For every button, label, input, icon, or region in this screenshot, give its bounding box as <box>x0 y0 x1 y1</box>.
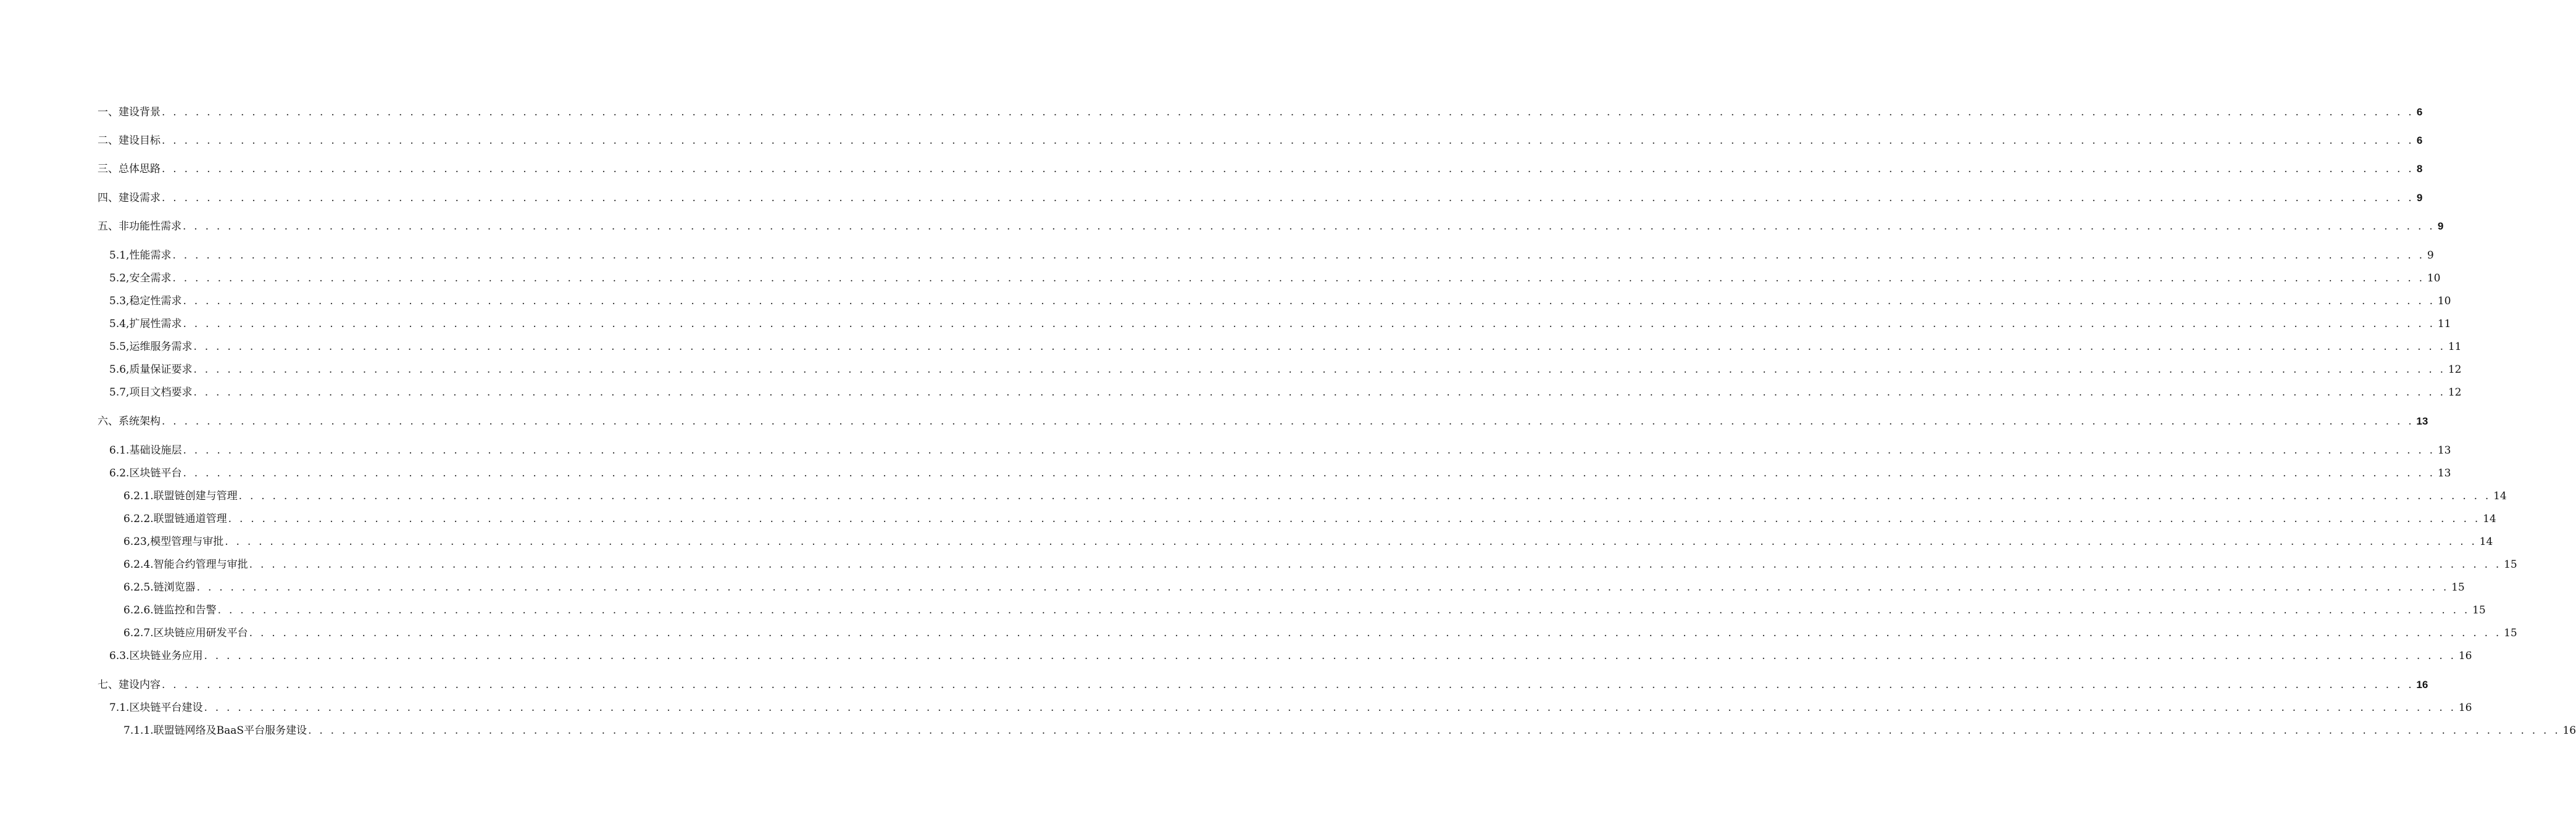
dot-leader: . . . . . . . . . . . . . . . . . . . . . . . . . . . . . . . . . . . . . . . . . . . . . . . . . . . . . . . . . . . . . . . . . . . . . . . . . . . . . . . . . . . . . . . . . . . . . . . . . . . . . . . . . . . . . . . . . . . . . . . . . . . . . . . . . . . . . . . . . . . . . . . . . . . . . . . . . . . . . . . . . . . . . . . . . . . . . . . . . . . . . . . . . . . . . . . . . . . . . . . . <box>183 318 2435 330</box>
toc-entry-page: 13 <box>2437 467 2451 479</box>
toc-entry-number: 6.2.4. <box>123 558 154 571</box>
toc-entry-page: 14 <box>2493 490 2507 502</box>
toc-entry[interactable] <box>109 294 2451 309</box>
dot-leader: . . . . . . . . . . . . . . . . . . . . . . . . . . . . . . . . . . . . . . . . . . . . . . . . . . . . . . . . . . . . . . . . . . . . . . . . . . . . . . . . . . . . . . . . . . . . . . . . . . . . . . . . . . . . . . . . . . . . . . . . . . . . . . . . . . . . . . . . . . . . . . . . . . . . . . . . . . . . . . . . . . . . . . . . . . . . . . . . . . . . . . . . . . . . . . . . . . . . . . . . <box>183 467 2435 479</box>
dot-leader: . . . . . . . . . . . . . . . . . . . . . . . . . . . . . . . . . . . . . . . . . . . . . . . . . . . . . . . . . . . . . . . . . . . . . . . . . . . . . . . . . . . . . . . . . . . . . . . . . . . . . . . . . . . . . . . . . . . . . . . . . . . . . . . . . . . . . . . . . . . . . . . . . . . . . . . . . . . . . . . . . . . . . . . . . . . . . . . . . . . . . . . . . . . . . . . . . . . . . . . . <box>183 220 2435 233</box>
toc-entry-page: 16 <box>2562 724 2576 737</box>
toc-entry-page: 16 <box>2416 679 2428 691</box>
toc-entry[interactable] <box>109 339 2462 354</box>
toc-entry-number: 六、 <box>98 415 119 428</box>
toc-entry-page: 9 <box>2416 192 2423 204</box>
toc-entry-title: 扩展性需求 <box>129 318 182 330</box>
toc-entry-page: 16 <box>2458 702 2472 714</box>
toc-entry-title: 建设需求 <box>119 192 160 204</box>
toc-entry[interactable] <box>98 678 2428 692</box>
toc-entry[interactable] <box>109 466 2451 481</box>
toc-entry-number: 5.4, <box>109 318 130 330</box>
toc-entry-page: 11 <box>2448 341 2462 353</box>
toc-entry-page: 15 <box>2451 581 2465 594</box>
toc-entry-title: 基础设施层 <box>129 444 182 457</box>
toc-entry-page: 6 <box>2416 106 2423 118</box>
toc-entry-number: 6.3. <box>109 650 130 662</box>
toc-entry-title: 联盟链创建与管理 <box>153 490 238 502</box>
toc-entry-page: 12 <box>2448 363 2462 376</box>
toc-entry-number: 6.2.6. <box>123 604 154 616</box>
toc-entry[interactable] <box>109 385 2462 400</box>
toc-entry-title: 建设背景 <box>119 106 160 118</box>
toc-entry-number: 5.3, <box>109 295 130 307</box>
toc-entry-number: 四、 <box>98 192 119 204</box>
toc-entry-number: 5.2, <box>109 272 130 284</box>
toc-entry-page: 9 <box>2427 249 2434 262</box>
toc-entry-title: 区块链平台 <box>129 467 182 479</box>
dot-leader: . . . . . . . . . . . . . . . . . . . . . . . . . . . . . . . . . . . . . . . . . . . . . . . . . . . . . . . . . . . . . . . . . . . . . . . . . . . . . . . . . . . . . . . . . . . . . . . . . . . . . . . . . . . . . . . . . . . . . . . . . . . . . . . . . . . . . . . . . . . . . . . . . . . . . . . . . . . . . . . . . . . . . . . . . . . . . . . . . . . . . . . . . . . . . . . . . . . . . . . . <box>249 627 2502 639</box>
toc-entry-number: 三、 <box>98 163 119 175</box>
dot-leader: . . . . . . . . . . . . . . . . . . . . . . . . . . . . . . . . . . . . . . . . . . . . . . . . . . . . . . . . . . . . . . . . . . . . . . . . . . . . . . . . . . . . . . . . . . . . . . . . . . . . . . . . . . . . . . . . . . . . . . . . . . . . . . . . . . . . . . . . . . . . . . . . . . . . . . . . . . . . . . . . . . . . . . . . . . . . . . . . . . . . . . . . . . . . . . . . . . . . . . . . <box>183 444 2435 457</box>
dot-leader: . . . . . . . . . . . . . . . . . . . . . . . . . . . . . . . . . . . . . . . . . . . . . . . . . . . . . . . . . . . . . . . . . . . . . . . . . . . . . . . . . . . . . . . . . . . . . . . . . . . . . . . . . . . . . . . . . . . . . . . . . . . . . . . . . . . . . . . . . . . . . . . . . . . . . . . . . . . . . . . . . . . . . . . . . . . . . . . . . . . . . . . . . . . . . . . . . . . . . . . . <box>193 341 2446 353</box>
dot-leader: . . . . . . . . . . . . . . . . . . . . . . . . . . . . . . . . . . . . . . . . . . . . . . . . . . . . . . . . . . . . . . . . . . . . . . . . . . . . . . . . . . . . . . . . . . . . . . . . . . . . . . . . . . . . . . . . . . . . . . . . . . . . . . . . . . . . . . . . . . . . . . . . . . . . . . . . . . . . . . . . . . . . . . . . . . . . . . . . . . . . . . . . . . . . . . . . . . . . . . . . <box>225 536 2477 548</box>
toc-entry-title: 质量保证要求 <box>129 363 193 376</box>
toc-entry-title: 建设内容 <box>119 679 160 691</box>
toc-entry-number: 6.1. <box>109 444 130 457</box>
toc-entry-number: 5.5, <box>109 341 130 353</box>
toc-entry[interactable] <box>123 557 2517 572</box>
toc-entry-title: 联盟链通道管理 <box>153 513 227 525</box>
toc-entry[interactable] <box>123 534 2493 549</box>
toc-entry-title: 总体思路 <box>119 163 160 175</box>
toc-entry-title: 非功能性需求 <box>119 220 181 233</box>
toc-entry-number: 6.2.1. <box>123 490 154 502</box>
toc-entry-number: 6.2.2. <box>123 513 154 525</box>
toc-entry-page: 9 <box>2437 220 2444 232</box>
toc-entry-number: 5.1, <box>109 249 130 262</box>
dot-leader: . . . . . . . . . . . . . . . . . . . . . . . . . . . . . . . . . . . . . . . . . . . . . . . . . . . . . . . . . . . . . . . . . . . . . . . . . . . . . . . . . . . . . . . . . . . . . . . . . . . . . . . . . . . . . . . . . . . . . . . . . . . . . . . . . . . . . . . . . . . . . . . . . . . . . . . . . . . . . . . . . . . . . . . . . . . . . . . . . . . . . . . . . . . . . . . . . . . . . . . . <box>172 249 2425 262</box>
toc-entry-number: 6.2. <box>109 467 130 479</box>
toc-entry-page: 14 <box>2479 536 2493 548</box>
toc-entry-number: 二、 <box>98 135 119 147</box>
toc-entry[interactable] <box>109 443 2451 458</box>
toc-entry[interactable] <box>123 626 2517 641</box>
toc-entry[interactable] <box>109 317 2451 331</box>
toc-entry-title: 智能合约管理与审批 <box>153 558 248 571</box>
toc-entry-number: 七、 <box>98 679 119 691</box>
toc-entry-number: 五、 <box>98 220 119 233</box>
toc-entry[interactable] <box>98 414 2428 429</box>
dot-leader: . . . . . . . . . . . . . . . . . . . . . . . . . . . . . . . . . . . . . . . . . . . . . . . . . . . . . . . . . . . . . . . . . . . . . . . . . . . . . . . . . . . . . . . . . . . . . . . . . . . . . . . . . . . . . . . . . . . . . . . . . . . . . . . . . . . . . . . . . . . . . . . . . . . . . . . . . . . . . . . . . . . . . . . . . . . . . . . . . . . . . . . . . . . . . . . . . . . . . . . . <box>193 363 2446 376</box>
dot-leader: . . . . . . . . . . . . . . . . . . . . . . . . . . . . . . . . . . . . . . . . . . . . . . . . . . . . . . . . . . . . . . . . . . . . . . . . . . . . . . . . . . . . . . . . . . . . . . . . . . . . . . . . . . . . . . . . . . . . . . . . . . . . . . . . . . . . . . . . . . . . . . . . . . . . . . . . . . . . . . . . . . . . . . . . . . . . . . . . . . . . . . . . . . . . . . . . . . . . . . . . <box>308 724 2561 737</box>
toc-entry[interactable] <box>98 133 2423 148</box>
toc-entry-title: 运维服务需求 <box>129 341 193 353</box>
toc-entry-title: 项目文档要求 <box>129 386 193 399</box>
toc-entry[interactable] <box>109 362 2462 377</box>
toc-entry-page: 10 <box>2437 295 2451 307</box>
toc-entry[interactable] <box>123 580 2465 595</box>
toc-entry[interactable] <box>109 248 2434 263</box>
toc-entry-title: 区块链业务应用 <box>129 650 203 662</box>
toc-entry-number: 5.6, <box>109 363 130 376</box>
toc-entry-title: 系统架构 <box>119 415 160 428</box>
toc-entry[interactable] <box>123 512 2496 526</box>
toc-entry-title: 区块链平台建设 <box>129 702 203 714</box>
dot-leader: . . . . . . . . . . . . . . . . . . . . . . . . . . . . . . . . . . . . . . . . . . . . . . . . . . . . . . . . . . . . . . . . . . . . . . . . . . . . . . . . . . . . . . . . . . . . . . . . . . . . . . . . . . . . . . . . . . . . . . . . . . . . . . . . . . . . . . . . . . . . . . . . . . . . . . . . . . . . . . . . . . . . . . . . . . . . . . . . . . . . . . . . . . . . . . . . . . . . . . . . <box>162 679 2414 691</box>
toc-entry-page: 12 <box>2448 386 2462 399</box>
toc-entry[interactable] <box>98 105 2423 120</box>
toc-entry-number: 7.1.1. <box>123 724 154 737</box>
toc-entry[interactable] <box>109 649 2472 663</box>
dot-leader: . . . . . . . . . . . . . . . . . . . . . . . . . . . . . . . . . . . . . . . . . . . . . . . . . . . . . . . . . . . . . . . . . . . . . . . . . . . . . . . . . . . . . . . . . . . . . . . . . . . . . . . . . . . . . . . . . . . . . . . . . . . . . . . . . . . . . . . . . . . . . . . . . . . . . . . . . . . . . . . . . . . . . . . . . . . . . . . . . . . . . . . . . . . . . . . . . . . . . . . . <box>193 386 2446 399</box>
dot-leader: . . . . . . . . . . . . . . . . . . . . . . . . . . . . . . . . . . . . . . . . . . . . . . . . . . . . . . . . . . . . . . . . . . . . . . . . . . . . . . . . . . . . . . . . . . . . . . . . . . . . . . . . . . . . . . . . . . . . . . . . . . . . . . . . . . . . . . . . . . . . . . . . . . . . . . . . . . . . . . . . . . . . . . . . . . . . . . . . . . . . . . . . . . . . . . . . . . . . . . . . <box>204 650 2456 662</box>
toc-entry-page: 13 <box>2416 415 2428 427</box>
toc-entry[interactable] <box>109 700 2472 715</box>
toc-entry-title: 安全需求 <box>129 272 172 284</box>
toc-entry[interactable] <box>109 271 2441 286</box>
dot-leader: . . . . . . . . . . . . . . . . . . . . . . . . . . . . . . . . . . . . . . . . . . . . . . . . . . . . . . . . . . . . . . . . . . . . . . . . . . . . . . . . . . . . . . . . . . . . . . . . . . . . . . . . . . . . . . . . . . . . . . . . . . . . . . . . . . . . . . . . . . . . . . . . . . . . . . . . . . . . . . . . . . . . . . . . . . . . . . . . . . . . . . . . . . . . . . . . . . . . . . . . <box>162 163 2414 175</box>
toc-entry[interactable] <box>98 162 2423 176</box>
toc-entry-page: 10 <box>2427 272 2441 284</box>
toc-entry-number: 5.7, <box>109 386 130 399</box>
toc-entry[interactable] <box>123 489 2507 504</box>
toc-entry-title: 联盟链网络及BaaS平台服务建设 <box>153 724 307 737</box>
toc-entry-page: 15 <box>2504 627 2517 639</box>
dot-leader: . . . . . . . . . . . . . . . . . . . . . . . . . . . . . . . . . . . . . . . . . . . . . . . . . . . . . . . . . . . . . . . . . . . . . . . . . . . . . . . . . . . . . . . . . . . . . . . . . . . . . . . . . . . . . . . . . . . . . . . . . . . . . . . . . . . . . . . . . . . . . . . . . . . . . . . . . . . . . . . . . . . . . . . . . . . . . . . . . . . . . . . . . . . . . . . . . . . . . . . . <box>162 192 2414 204</box>
toc-entry-page: 11 <box>2437 318 2451 330</box>
toc-entry-page: 13 <box>2437 444 2451 457</box>
toc-entry[interactable] <box>98 219 2444 234</box>
dot-leader: . . . . . . . . . . . . . . . . . . . . . . . . . . . . . . . . . . . . . . . . . . . . . . . . . . . . . . . . . . . . . . . . . . . . . . . . . . . . . . . . . . . . . . . . . . . . . . . . . . . . . . . . . . . . . . . . . . . . . . . . . . . . . . . . . . . . . . . . . . . . . . . . . . . . . . . . . . . . . . . . . . . . . . . . . . . . . . . . . . . . . . . . . . . . . . . . . . . . . . . . <box>172 272 2425 284</box>
toc-entry-title: 区块链应用研发平台 <box>153 627 248 639</box>
dot-leader: . . . . . . . . . . . . . . . . . . . . . . . . . . . . . . . . . . . . . . . . . . . . . . . . . . . . . . . . . . . . . . . . . . . . . . . . . . . . . . . . . . . . . . . . . . . . . . . . . . . . . . . . . . . . . . . . . . . . . . . . . . . . . . . . . . . . . . . . . . . . . . . . . . . . . . . . . . . . . . . . . . . . . . . . . . . . . . . . . . . . . . . . . . . . . . . . . . . . . . . . <box>228 513 2481 525</box>
dot-leader: . . . . . . . . . . . . . . . . . . . . . . . . . . . . . . . . . . . . . . . . . . . . . . . . . . . . . . . . . . . . . . . . . . . . . . . . . . . . . . . . . . . . . . . . . . . . . . . . . . . . . . . . . . . . . . . . . . . . . . . . . . . . . . . . . . . . . . . . . . . . . . . . . . . . . . . . . . . . . . . . . . . . . . . . . . . . . . . . . . . . . . . . . . . . . . . . . . . . . . . . <box>217 604 2470 616</box>
toc-entry-page: 15 <box>2504 558 2517 571</box>
toc-entry[interactable] <box>123 603 2486 618</box>
dot-leader: . . . . . . . . . . . . . . . . . . . . . . . . . . . . . . . . . . . . . . . . . . . . . . . . . . . . . . . . . . . . . . . . . . . . . . . . . . . . . . . . . . . . . . . . . . . . . . . . . . . . . . . . . . . . . . . . . . . . . . . . . . . . . . . . . . . . . . . . . . . . . . . . . . . . . . . . . . . . . . . . . . . . . . . . . . . . . . . . . . . . . . . . . . . . . . . . . . . . . . . . <box>162 106 2414 118</box>
toc-entry-page: 6 <box>2416 135 2423 146</box>
dot-leader: . . . . . . . . . . . . . . . . . . . . . . . . . . . . . . . . . . . . . . . . . . . . . . . . . . . . . . . . . . . . . . . . . . . . . . . . . . . . . . . . . . . . . . . . . . . . . . . . . . . . . . . . . . . . . . . . . . . . . . . . . . . . . . . . . . . . . . . . . . . . . . . . . . . . . . . . . . . . . . . . . . . . . . . . . . . . . . . . . . . . . . . . . . . . . . . . . . . . . . . . <box>238 490 2491 502</box>
dot-leader: . . . . . . . . . . . . . . . . . . . . . . . . . . . . . . . . . . . . . . . . . . . . . . . . . . . . . . . . . . . . . . . . . . . . . . . . . . . . . . . . . . . . . . . . . . . . . . . . . . . . . . . . . . . . . . . . . . . . . . . . . . . . . . . . . . . . . . . . . . . . . . . . . . . . . . . . . . . . . . . . . . . . . . . . . . . . . . . . . . . . . . . . . . . . . . . . . . . . . . . . <box>183 295 2435 307</box>
toc-entry[interactable] <box>98 191 2423 205</box>
toc-entry-title: 链监控和告警 <box>153 604 217 616</box>
toc-entry-title: 性能需求 <box>129 249 172 262</box>
toc-entry[interactable] <box>123 723 2576 738</box>
toc-entry-page: 16 <box>2458 650 2472 662</box>
dot-leader: . . . . . . . . . . . . . . . . . . . . . . . . . . . . . . . . . . . . . . . . . . . . . . . . . . . . . . . . . . . . . . . . . . . . . . . . . . . . . . . . . . . . . . . . . . . . . . . . . . . . . . . . . . . . . . . . . . . . . . . . . . . . . . . . . . . . . . . . . . . . . . . . . . . . . . . . . . . . . . . . . . . . . . . . . . . . . . . . . . . . . . . . . . . . . . . . . . . . . . . . <box>249 558 2502 571</box>
dot-leader: . . . . . . . . . . . . . . . . . . . . . . . . . . . . . . . . . . . . . . . . . . . . . . . . . . . . . . . . . . . . . . . . . . . . . . . . . . . . . . . . . . . . . . . . . . . . . . . . . . . . . . . . . . . . . . . . . . . . . . . . . . . . . . . . . . . . . . . . . . . . . . . . . . . . . . . . . . . . . . . . . . . . . . . . . . . . . . . . . . . . . . . . . . . . . . . . . . . . . . . . <box>162 415 2414 428</box>
dot-leader: . . . . . . . . . . . . . . . . . . . . . . . . . . . . . . . . . . . . . . . . . . . . . . . . . . . . . . . . . . . . . . . . . . . . . . . . . . . . . . . . . . . . . . . . . . . . . . . . . . . . . . . . . . . . . . . . . . . . . . . . . . . . . . . . . . . . . . . . . . . . . . . . . . . . . . . . . . . . . . . . . . . . . . . . . . . . . . . . . . . . . . . . . . . . . . . . . . . . . . . . <box>162 135 2414 147</box>
toc-entry-title: 建设目标 <box>119 135 160 147</box>
toc-entry-number: 一、 <box>98 106 119 118</box>
toc-entry-page: 15 <box>2472 604 2486 616</box>
toc-entry-number: 6.2.7. <box>123 627 154 639</box>
toc-entry-page: 8 <box>2416 163 2423 175</box>
toc-entry-title: 模型管理与审批 <box>150 536 224 548</box>
dot-leader: . . . . . . . . . . . . . . . . . . . . . . . . . . . . . . . . . . . . . . . . . . . . . . . . . . . . . . . . . . . . . . . . . . . . . . . . . . . . . . . . . . . . . . . . . . . . . . . . . . . . . . . . . . . . . . . . . . . . . . . . . . . . . . . . . . . . . . . . . . . . . . . . . . . . . . . . . . . . . . . . . . . . . . . . . . . . . . . . . . . . . . . . . . . . . . . . . . . . . . . . <box>196 581 2449 594</box>
toc-entry-title: 稳定性需求 <box>129 295 182 307</box>
toc-entry-number: 6.2.5. <box>123 581 154 594</box>
toc-entry-page: 14 <box>2483 513 2496 525</box>
toc-entry-number: 6.23, <box>123 536 151 548</box>
dot-leader: . . . . . . . . . . . . . . . . . . . . . . . . . . . . . . . . . . . . . . . . . . . . . . . . . . . . . . . . . . . . . . . . . . . . . . . . . . . . . . . . . . . . . . . . . . . . . . . . . . . . . . . . . . . . . . . . . . . . . . . . . . . . . . . . . . . . . . . . . . . . . . . . . . . . . . . . . . . . . . . . . . . . . . . . . . . . . . . . . . . . . . . . . . . . . . . . . . . . . . . . <box>204 702 2456 714</box>
toc-entry-number: 7.1. <box>109 702 130 714</box>
toc-entry-title: 链浏览器 <box>153 581 196 594</box>
